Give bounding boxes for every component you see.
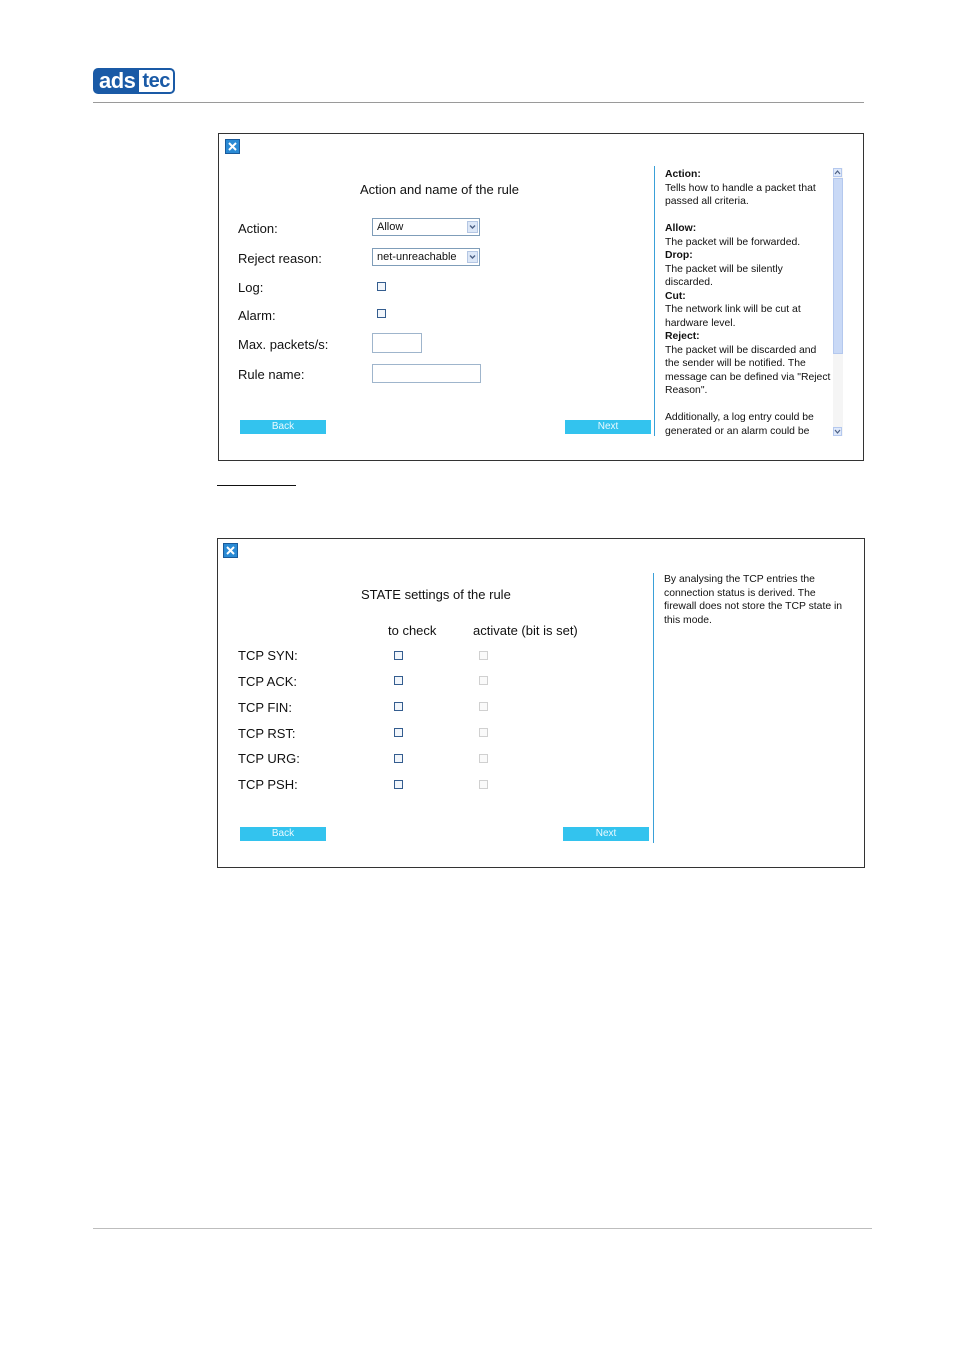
scroll-thumb[interactable] <box>833 178 843 354</box>
help-allow-heading: Allow: <box>665 223 697 234</box>
dialog-title: Action and name of the rule <box>360 182 519 197</box>
tcp-syn-activate-checkbox <box>479 651 488 660</box>
row-label-tcp-psh: TCP PSH: <box>238 777 298 792</box>
rule-action-dialog <box>218 133 864 461</box>
tcp-fin-activate-checkbox <box>479 702 488 711</box>
action-label: Action: <box>238 221 278 236</box>
help-allow-text: The packet will be forwarded. <box>665 236 801 248</box>
row-label-tcp-ack: TCP ACK: <box>238 674 298 689</box>
tcp-psh-activate-checkbox <box>479 780 488 789</box>
row-label-tcp-fin: TCP FIN: <box>238 700 292 715</box>
help-panel-text: By analysing the TCP entries the connection status is derived. The firewall does not store the TCP state in this mode. <box>664 574 843 626</box>
header-divider <box>93 102 864 103</box>
help-scrollbar[interactable] <box>833 168 843 436</box>
column-header-to-check: to check <box>388 623 437 638</box>
help-cut-text: The network link will be cut at hardware level. <box>665 304 801 329</box>
reject-reason-value: net-unreachable <box>377 251 457 263</box>
tcp-syn-check-checkbox[interactable] <box>394 651 403 660</box>
alarm-label: Alarm: <box>238 308 276 323</box>
close-icon[interactable] <box>225 139 240 154</box>
tcp-rst-check-checkbox[interactable] <box>394 728 403 737</box>
row-label-tcp-syn: TCP SYN: <box>238 648 298 663</box>
tcp-fin-check-checkbox[interactable] <box>394 702 403 711</box>
help-panel <box>665 168 832 436</box>
scroll-up-icon[interactable] <box>833 168 842 177</box>
tcp-ack-check-checkbox[interactable] <box>394 676 403 685</box>
adstec-logo <box>93 68 175 94</box>
help-cut-heading: Cut: <box>665 290 686 302</box>
row-label-tcp-rst: TCP RST: <box>238 726 296 741</box>
max-packets-label: Max. packets/s: <box>238 337 329 352</box>
dialog-title: STATE settings of the rule <box>361 587 511 602</box>
logo-tec-text: tec <box>139 68 174 94</box>
tcp-urg-check-checkbox[interactable] <box>394 754 403 763</box>
help-action-heading: Action: <box>665 169 701 180</box>
back-button[interactable]: Back <box>240 827 326 841</box>
help-divider <box>653 573 654 843</box>
action-select[interactable] <box>372 218 480 236</box>
next-button[interactable]: Next <box>565 420 651 434</box>
max-packets-input[interactable] <box>372 333 422 353</box>
chevron-down-icon[interactable] <box>467 251 478 263</box>
column-header-activate: activate (bit is set) <box>473 623 578 638</box>
reject-reason-label: Reject reason: <box>238 251 322 266</box>
state-settings-dialog <box>217 538 865 868</box>
rule-name-input[interactable] <box>372 364 481 383</box>
scroll-down-icon[interactable] <box>833 427 842 436</box>
help-drop-text: The packet will be silently discarded. <box>665 263 783 288</box>
tcp-psh-check-checkbox[interactable] <box>394 780 403 789</box>
log-checkbox[interactable] <box>377 282 386 291</box>
help-reject-heading: Reject: <box>665 331 700 342</box>
log-label: Log: <box>238 280 264 295</box>
next-button[interactable]: Next <box>563 827 649 841</box>
footer-divider <box>93 1228 872 1229</box>
help-action-text: Tells how to handle a packet that passed all criteria. <box>665 182 816 207</box>
underline-mark <box>217 485 296 486</box>
help-drop-heading: Drop: <box>665 250 693 261</box>
reject-reason-select[interactable] <box>372 248 480 266</box>
alarm-checkbox[interactable] <box>377 309 386 318</box>
close-icon[interactable] <box>223 543 238 558</box>
logo-ads-text: ads <box>93 68 139 94</box>
row-label-tcp-urg: TCP URG: <box>238 751 300 766</box>
rule-name-label: Rule name: <box>238 367 305 382</box>
back-button[interactable]: Back <box>240 420 326 434</box>
tcp-ack-activate-checkbox <box>479 676 488 685</box>
tcp-rst-activate-checkbox <box>479 728 488 737</box>
tcp-urg-activate-checkbox <box>479 754 488 763</box>
help-additional-text: Additionally, a log entry could be generated or an alarm could be <box>665 412 814 436</box>
help-reject-text: The packet will be discarded and the sender will be notified. The message can be defined via "Reject Reason". <box>665 344 831 396</box>
action-select-value: Allow <box>377 221 404 233</box>
help-divider <box>654 166 655 436</box>
chevron-down-icon[interactable] <box>467 221 478 233</box>
